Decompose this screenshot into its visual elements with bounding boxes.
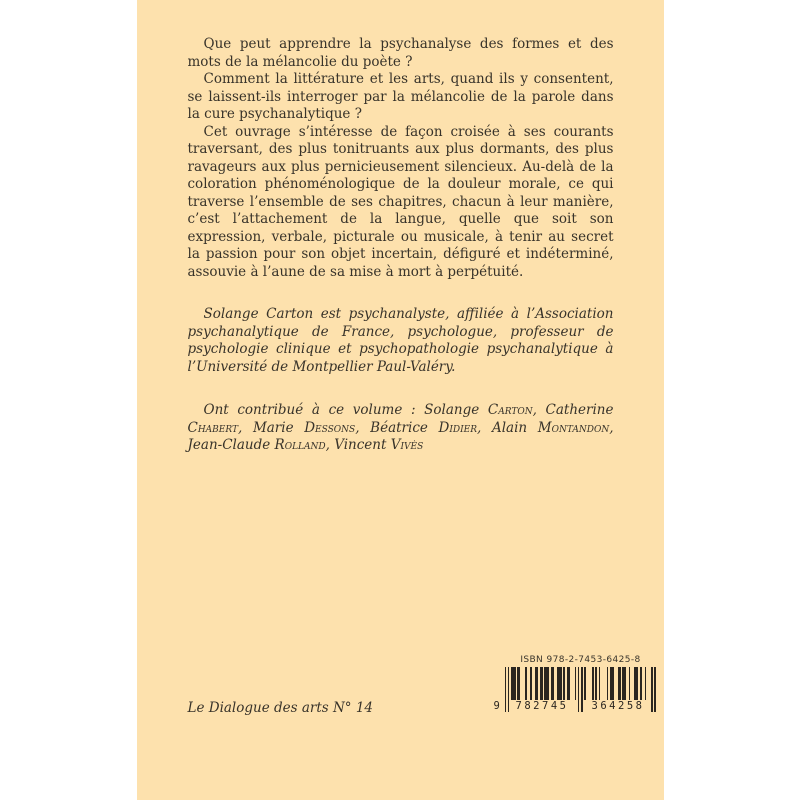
barcode-bar — [530, 667, 532, 700]
blurb-paragraph-1: Que peut apprendre la psychanalyse des formes et des mots de la mélancolie du poète ? — [187, 36, 614, 70]
ean13-digits — [493, 700, 657, 712]
barcode-bar — [619, 667, 621, 700]
barcode-bar — [552, 667, 554, 700]
barcode-bar — [584, 667, 586, 700]
barcode-bar — [607, 667, 609, 700]
contributor-surname: Vivès — [390, 437, 424, 453]
blurb-paragraph-3: Cet ouvrage s’intéresse de façon croisée à ses courants traversant, des plus tonitruants aux plus dormants, des plus ravageurs aux plus pernicieusement silencieux. Au-delà de la coloration phénoménologique de la douleur morale, ce qui traverse l’ensemble de ses chapitres, chacun à leur manière, c’est l’attachement de la langue, quelle que soit son expression, verbale, picturale ou musicale, à tenir au secret la passion pour son objet incertain, défiguré et indéterminé, assouvie à l’aune de sa mise à mort à perpétuité. — [187, 123, 614, 280]
barcode-bar — [519, 667, 521, 700]
contributor-surname: Montandon — [537, 419, 610, 436]
barcode-bar — [548, 667, 550, 700]
barcode-bar — [514, 667, 516, 700]
barcode-bar — [599, 667, 601, 700]
barcode-bar — [645, 667, 647, 700]
isbn-barcode — [493, 654, 657, 713]
back-cover-text-block — [188, 36, 614, 455]
barcode-bar — [624, 667, 626, 700]
barcode-bar — [575, 667, 577, 700]
barcode-bar — [613, 667, 615, 700]
barcode-bar — [536, 667, 538, 700]
author-bio: Solange Carton est psychanalyste, affiliée à l’Association psychanalytique de France, psychologue, professeur de psychologie clinique et psychopathologie psychanalytique à l’Université de Montpellier Paul-Valéry. — [187, 306, 614, 375]
barcode-bar — [525, 667, 527, 700]
barcode-bar — [595, 667, 597, 700]
barcode-bar — [637, 667, 639, 700]
series-title: Le Dialogue des arts N° 14 — [187, 700, 374, 716]
barcode-bar — [640, 667, 642, 700]
contributor-surname: Chabert — [187, 419, 238, 436]
barcode-bar — [541, 667, 543, 700]
contributor-surname: Didier — [438, 419, 478, 436]
barcode-bar — [568, 667, 570, 700]
contributor-surname: Dessons — [304, 419, 356, 436]
ean-digit-leading: 9 — [493, 700, 500, 712]
barcode-bar — [592, 667, 594, 700]
contributors-list: Ont contribué à ce volume : Solange Carton, Catherine Chabert, Marie Dessons, Béatrice Didier, Alain Montandon, Jean-Claude Rolland, Vincent Vivès — [187, 402, 614, 453]
blurb-paragraph-2: Comment la littérature et les arts, quand ils y consentent, se laissent-ils interroger par la mélancolie de la parole dans la cure psychanalytique ? — [187, 71, 614, 122]
barcode-bar — [560, 667, 562, 700]
ean-digit-group-right: 364258 — [591, 700, 645, 712]
isbn-label: ISBN 978-2-7453-6425-8 — [520, 655, 641, 665]
book-back-cover — [137, 0, 664, 800]
barcode-bar — [563, 667, 565, 700]
contributor-surname: Carton — [487, 402, 533, 418]
barcode-bar — [629, 667, 631, 700]
contributor-surname: Rolland — [274, 437, 326, 453]
ean-digit-group-left: 782745 — [515, 700, 569, 712]
